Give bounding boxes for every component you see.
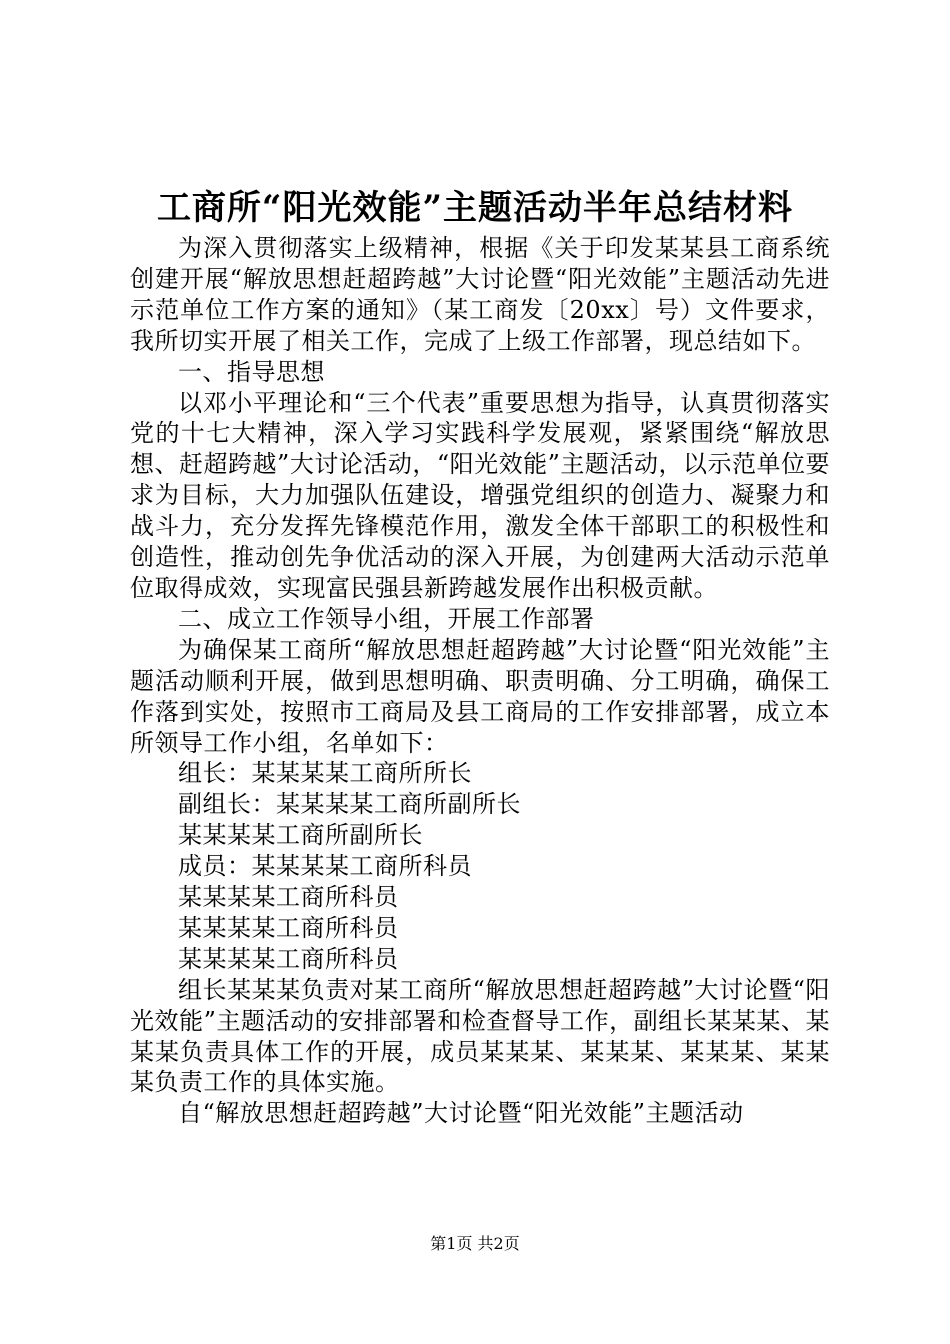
member-line: 某某某某工商所副所长 <box>178 821 423 850</box>
intro-paragraph: 为深入贯彻落实上级精神，根据《关于印发某某县工商系统创建开展“解放思想赶超跨越”大讨论暨“阳光效能”主题活动先进示范单位工作方案的通知》（某工商发〔20xx〕号）文件要求，我所切实开展了相关工作，完成了上级工作部署，现总结如下。 <box>130 234 830 355</box>
document-title: 工商所“阳光效能”主题活动半年总结材料 <box>156 188 794 228</box>
leading-group-paragraph: 为确保某工商所“解放思想赶超跨越”大讨论暨“阳光效能”主题活动顺利开展，做到思想明确、职责明确、分工明确，确保工作落到实处，按照市工商局及县工商局的工作安排部署，成立本所领导工作小组，名单如下： <box>130 635 830 757</box>
document-body <box>130 233 830 1129</box>
member-line: 某某某某工商所科员 <box>178 913 399 942</box>
member-line: 某某某某工商所科员 <box>178 883 399 912</box>
member-line: 组长：某某某某工商所所长 <box>178 759 472 788</box>
page-number-footer: 第1页 共2页 <box>430 1234 520 1253</box>
section-heading-leading-group: 二、成立工作领导小组，开展工作部署 <box>178 604 595 633</box>
section-heading-guiding-ideology: 一、指导思想 <box>178 357 325 386</box>
member-line: 某某某某工商所科员 <box>178 944 399 973</box>
closing-paragraph: 自“解放思想赶超跨越”大讨论暨“阳光效能”主题活动 <box>178 1099 744 1128</box>
guiding-ideology-paragraph: 以邓小平理论和“三个代表”重要思想为指导，认真贯彻落实党的十七大精神，深入学习实践科学发展观，紧紧围绕“解放思想、赶超跨越”大讨论活动，“阳光效能”主题活动，以示范单位要求为目标，大力加强队伍建设，增强党组织的创造力、凝聚力和战斗力，充分发挥先锋模范作用，激发全体干部职工的积极性和创造性，推动创先争优活动的深入开展，为创建两大活动示范单位取得成效，实现富民强县新跨越发展作出积极贡献。 <box>130 388 830 602</box>
member-line: 副组长：某某某某工商所副所长 <box>178 790 521 819</box>
duties-paragraph: 组长某某某负责对某工商所“解放思想赶超跨越”大讨论暨“阳光效能”主题活动的安排部署和检查督导工作，副组长某某某、某某某负责具体工作的开展，成员某某某、某某某、某某某、某某某负责工作的具体实施。 <box>130 975 830 1097</box>
member-line: 成员：某某某某工商所科员 <box>178 852 472 881</box>
